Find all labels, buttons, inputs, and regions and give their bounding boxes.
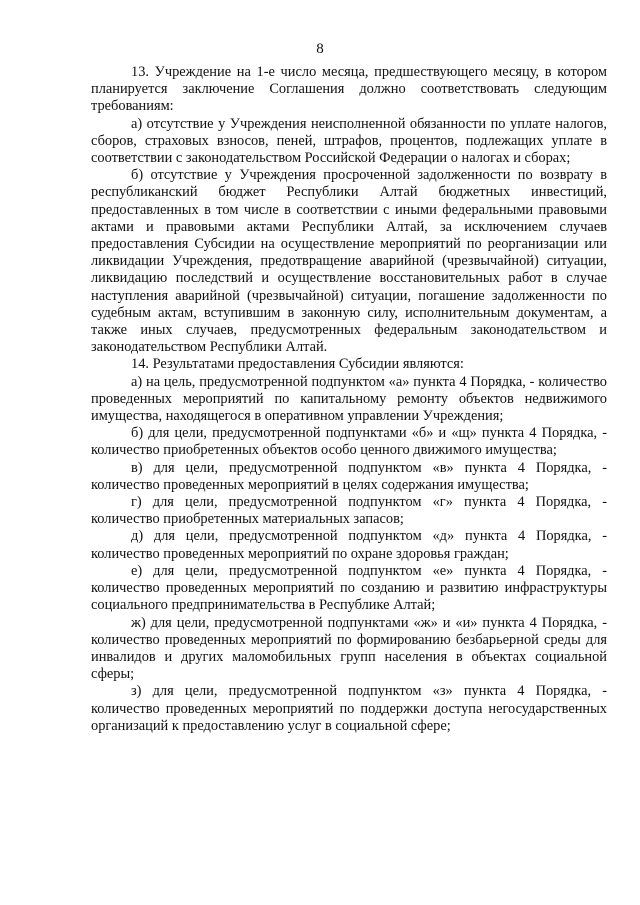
paragraph-14-zh: ж) для цели, предусмотренной подпунктами «ж» и «и» пункта 4 Порядка, - количество проведенных мероприятий по формированию безбарьерной среды для инвалидов и других маломобильных групп населения в объектах социальной сферы; <box>91 614 607 683</box>
paragraph-14-intro: 14. Результатами предоставления Субсидии являются: <box>131 356 464 373</box>
page-number: 8 <box>316 41 324 57</box>
paragraph-14-v: в) для цели, предусмотренной подпунктом «в» пункта 4 Порядка, - количество проведенных мероприятий в целях содержания имущества; <box>91 459 607 493</box>
paragraph-14-d: д) для цели, предусмотренной подпунктом «д» пункта 4 Порядка, - количество проведенных мероприятий по охране здоровья граждан; <box>91 528 607 562</box>
paragraph-13-intro: 13. Учреждение на 1-е число месяца, предшествующего месяцу, в котором планируется заключение Соглашения должно соответствовать следующим требованиям: <box>91 64 607 115</box>
paragraph-13-b: б) отсутствие у Учреждения просроченной задолженности по возврату в республиканский бюджет Республики Алтай бюджетных инвестиций, предоставленных в том числе в соответствии с иными федеральными правовыми актами и правовыми актами Республики Алтай, за исключением случаев предоставления Субсидии на осуществление мероприятий по реорганизации или ликвидации Учреждения, предотвращение аварийной (чрезвычайной) ситуации, ликвидацию последствий и осуществление восстановительных работ в случае наступления аварийной (чрезвычайной) ситуации, погашение задолженности по судебным актам, вступившим в законную силу, исполнительным документам, а также иных случаев, предусмотренных федеральным законодательством и законодательством Республики Алтай. <box>91 167 607 356</box>
paragraph-13-a: а) отсутствие у Учреждения неисполненной обязанности по уплате налогов, сборов, страховых взносов, пеней, штрафов, процентов, подлежащих уплате в соответствии с законодательством Российской Федерации о налогах и сборах; <box>91 115 607 167</box>
document-body <box>91 64 607 735</box>
paragraph-14-b: б) для цели, предусмотренной подпунктами «б» и «щ» пункта 4 Порядка, - количество приобретенных объектов особо ценного движимого имущества; <box>91 425 607 459</box>
paragraph-14-z: з) для цели, предусмотренной подпунктом «з» пункта 4 Порядка, - количество проведенных мероприятий по поддержки доступа негосударственных организаций к предоставлению услуг в социальной сфере; <box>91 683 607 734</box>
paragraph-14-a: а) на цель, предусмотренной подпунктом «а» пункта 4 Порядка, - количество проведенных мероприятий по капитальному ремонту объектов недвижимого имущества, находящегося в оперативном управлении Учреждения; <box>91 373 607 425</box>
paragraph-14-g: г) для цели, предусмотренной подпунктом «г» пункта 4 Порядка, - количество приобретенных материальных запасов; <box>91 494 607 528</box>
paragraph-14-e: е) для цели, предусмотренной подпунктом «е» пункта 4 Порядка, - количество проведенных мероприятий по созданию и развитию инфраструктуры социального предпринимательства в Республике Алтай; <box>91 562 607 614</box>
